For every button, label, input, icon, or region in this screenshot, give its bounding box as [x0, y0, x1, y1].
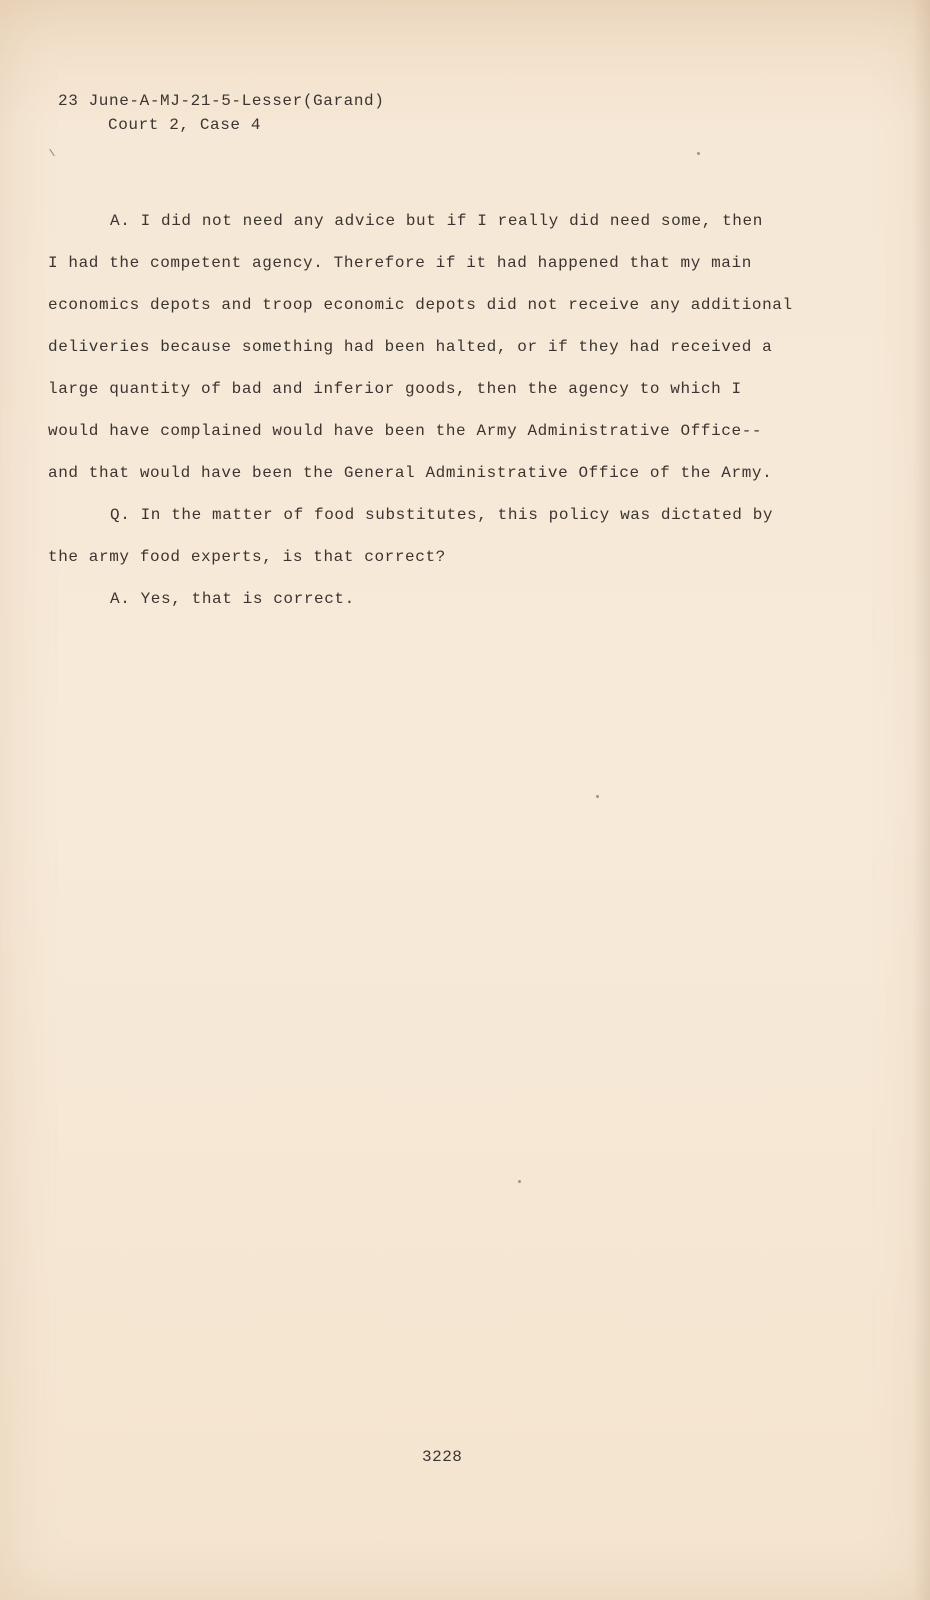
body-line-9: the army food experts, is that correct?: [48, 548, 446, 566]
body-line-10: A. Yes, that is correct.: [110, 590, 355, 608]
body-line-3: economics depots and troop economic depots did not receive any additional: [48, 296, 793, 314]
document-header-line-2: Court 2, Case 4: [108, 116, 262, 134]
body-line-5: large quantity of bad and inferior goods, then the agency to which I: [48, 380, 742, 398]
body-line-1: A. I did not need any advice but if I really did need some, then: [110, 212, 763, 230]
paper-speck: [596, 795, 599, 798]
body-line-4: deliveries because something had been halted, or if they had received a: [48, 338, 773, 356]
body-line-6: would have complained would have been the Army Administrative Office--: [48, 422, 763, 440]
paper-edge-shade: [912, 0, 930, 1600]
body-line-8: Q. In the matter of food substitutes, this policy was dictated by: [110, 506, 774, 524]
stray-mark: [49, 149, 54, 156]
paper-speck: [518, 1180, 521, 1183]
paper-speck: [697, 152, 700, 155]
document-header-line-1: 23 June-A-MJ-21-5-Lesser(Garand): [58, 92, 385, 110]
page-number: 3228: [422, 1448, 463, 1466]
body-line-2: I had the competent agency. Therefore if it had happened that my main: [48, 254, 752, 272]
body-line-7: and that would have been the General Administrative Office of the Army.: [48, 464, 773, 482]
